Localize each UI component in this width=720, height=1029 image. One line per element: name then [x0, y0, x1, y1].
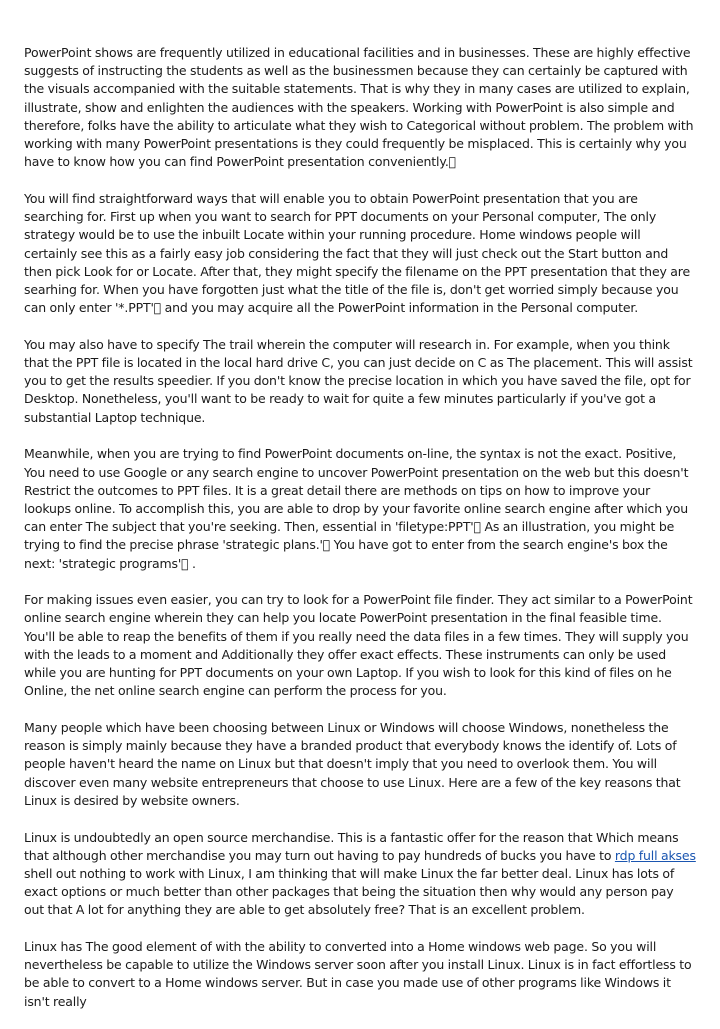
rdp-full-akses-link[interactable]: rdp full akses — [614, 847, 696, 863]
paragraph-8: Linux has The good element of with the ability to converted into a Home windows web page. So you will nevertheless be capable to utilize the Windows server soon after you install Linux. Linux is in fact effortless to be able to convert to a Home windows server. But in case you made use of other programs like Windows it isn't really — [24, 939, 692, 1009]
article-body — [24, 44, 696, 1029]
paragraph-5: For making issues even easier, you can try to look for a PowerPoint file finder. They act similar to a PowerPoint online search engine wherein they can help you locate PowerPoint presentation in the final feasible time. You'll be able to reap the benefits of them if you really need the data files in a few times. They will supply you with the leads to a moment and Additionally they offer exact effects. These instruments can only be used while you are hunting for PPT documents on your own Laptop. If you wish to look for this kind of files on he Online, the net online search engine can perform the process for you. — [24, 592, 693, 699]
paragraph-7 — [24, 829, 696, 920]
paragraph-2: You will find straightforward ways that will enable you to obtain PowerPoint presentation that you are searching for. First up when you want to search for PPT documents on your Personal computer, The only strategy would be to use the inbuilt Locate within your running procedure. Home windows people will certainly see this as a fairly easy job considering the fact that they will just check out the Start button and then pick Look for or Locate. After that, they might specify the filename on the PPT presentation that they are searhing for. When you have forgotten just what the title of the file is, don't get worried simply because you can only enter '*.PPT'  and you may acquire all the PowerPoint information in the Personal computer. — [24, 190, 691, 316]
paragraph-1: PowerPoint shows are frequently utilized in educational facilities and in businesses. These are highly effective suggests of instructing the students as well as the businessmen because they can certainly be captured with the visuals accompanied with the suitable statements. That is why they in many cases are utilized to explain, illustrate, show and enlighten the audiences with the speakers. Working with PowerPoint is also simple and therefore, folks have the ability to articulate what they wish to Categorical without problem. The problem with working with many PowerPoint presentations is they could frequently be misplaced. This is certainly why you have to know how you can find PowerPoint presentation conveniently.  — [24, 45, 694, 170]
paragraph-3: You may also have to specify The trail wherein the computer will research in. For example, when you think that the PPT file is located in the local hard drive C, you can just decide on C as The placement. This will assist you to get the results speedier. If you don't know the precise location in which you have saved the file, opt for Desktop. Nonetheless, you'll want to be ready to wait for quite a few minutes particularly if you've got a substantial Laptop technique. — [24, 336, 693, 425]
paragraph-4: Meanwhile, when you are trying to find PowerPoint documents on-line, the syntax is not the exact. Positive, You need to use Google or any search engine to uncover PowerPoint presentation on the web but this doesn't Restrict the outcomes to PPT files. It is a great detail there are methods on tips on how to improve your lookups online. To accomplish this, you are able to drop by your favorite online search engine after which you can enter The subject that you're seeking. Then, essential in 'filetype:PPT'  As an illustration, you might be trying to find the precise phrase 'strategic plans.'  You have got to enter from the search engine's box the next: 'strategic programs'  . — [24, 446, 689, 571]
paragraph-6: Many people which have been choosing between Linux or Windows will choose Windows, nonetheless the reason is simply mainly because they have a branded product that everybody knows the identify of. Lots of people haven't heard the name on Linux but that doesn't imply that you need to overlook them. You will discover even many website entrepreneurs that choose to use Linux. Here are a few of the key reasons that Linux is desired by website owners. — [24, 720, 681, 808]
paragraph-7-text-before: Linux is undoubtedly an open source merchandise. This is a fantastic offer for the reason that Which means that although other merchandise you may turn out having to pay hundreds of bucks you have to — [24, 829, 679, 863]
paragraph-7-text-after: shell out nothing to work with Linux, I am thinking that will make Linux the far better deal. Linux has lots of exact options or much better than other packages that being the situation then why would any person pay out that A lot for anything they are able to get absolutely free? That is an excellent problem. — [24, 865, 675, 918]
